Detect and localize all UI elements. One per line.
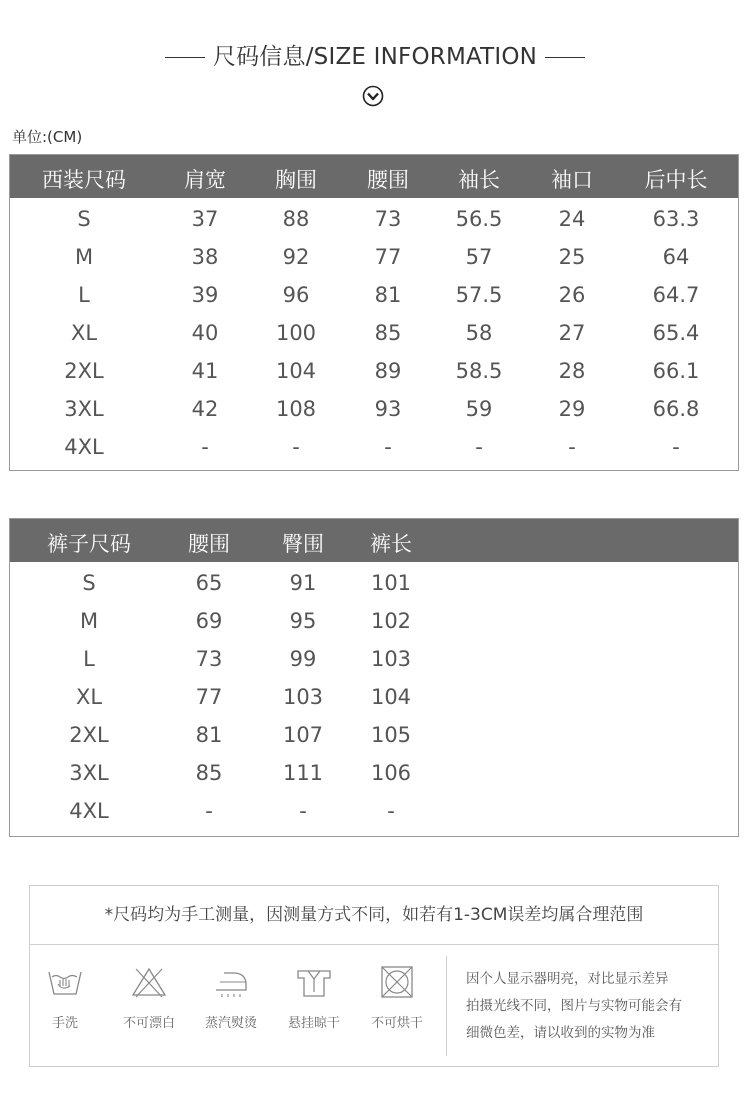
table-row bbox=[10, 564, 738, 602]
table-cell: 73 bbox=[374, 207, 402, 231]
table-row bbox=[10, 314, 738, 352]
table-cell: 81 bbox=[374, 283, 402, 307]
table-row bbox=[10, 200, 738, 238]
unit-label: 单位:(CM) bbox=[12, 128, 83, 146]
care-item-no-tumble-dry bbox=[362, 966, 432, 1031]
column-header: 胸围 bbox=[275, 168, 317, 192]
table-cell: 111 bbox=[282, 761, 324, 785]
care-item-no-bleach bbox=[114, 966, 184, 1031]
table-cell: 104 bbox=[370, 685, 412, 709]
table-cell: 3XL bbox=[64, 397, 104, 421]
table-cell: 96 bbox=[282, 283, 310, 307]
column-header: 裤子尺码 bbox=[47, 532, 131, 556]
table-cell: 100 bbox=[275, 321, 317, 345]
table-cell: - bbox=[475, 435, 483, 459]
table-cell: 27 bbox=[558, 321, 586, 345]
column-header: 肩宽 bbox=[184, 168, 226, 192]
table-row bbox=[10, 716, 738, 754]
table-cell: 77 bbox=[195, 685, 223, 709]
disclaimer-line: 细微色差，请以收到的实物为准 bbox=[466, 1025, 655, 1041]
table-cell: 2XL bbox=[64, 359, 104, 383]
table-row bbox=[10, 390, 738, 428]
table-cell: - bbox=[387, 799, 395, 823]
care-label: 蒸汽熨烫 bbox=[204, 1016, 257, 1031]
care-label: 手洗 bbox=[51, 1016, 78, 1031]
table-cell: 103 bbox=[370, 647, 412, 671]
table-cell: M bbox=[74, 245, 94, 269]
table-cell: 64 bbox=[662, 245, 690, 269]
column-header: 臀围 bbox=[282, 532, 324, 556]
table-cell: 64.7 bbox=[652, 283, 700, 307]
table-cell: 40 bbox=[191, 321, 219, 345]
table-row bbox=[10, 238, 738, 276]
pants-size-table bbox=[9, 518, 739, 837]
table-row bbox=[10, 428, 738, 466]
table-cell: 26 bbox=[558, 283, 586, 307]
table-cell: 29 bbox=[558, 397, 586, 421]
table-cell: 107 bbox=[282, 723, 324, 747]
table-cell: 66.8 bbox=[652, 397, 700, 421]
table-row bbox=[10, 602, 738, 640]
hang-dry-icon bbox=[295, 966, 333, 998]
table-row bbox=[10, 352, 738, 390]
table-cell: 66.1 bbox=[652, 359, 700, 383]
table-row bbox=[10, 754, 738, 792]
table-cell: 37 bbox=[191, 207, 219, 231]
column-header: 腰围 bbox=[188, 532, 230, 556]
table-cell: 57.5 bbox=[455, 283, 503, 307]
table-cell: 73 bbox=[195, 647, 223, 671]
table-cell: 63.3 bbox=[652, 207, 700, 231]
table-cell: 39 bbox=[191, 283, 219, 307]
table-cell: 101 bbox=[370, 571, 412, 595]
table-cell: - bbox=[205, 799, 213, 823]
title-left-rule bbox=[165, 57, 205, 58]
table-cell: XL bbox=[75, 685, 103, 709]
table-cell: 99 bbox=[289, 647, 317, 671]
table-row bbox=[10, 792, 738, 830]
table-cell: 24 bbox=[558, 207, 586, 231]
column-header: 裤长 bbox=[370, 532, 412, 556]
table-cell: 105 bbox=[370, 723, 412, 747]
color-disclaimer bbox=[466, 966, 716, 1047]
column-header: 腰围 bbox=[367, 168, 409, 192]
hand-wash-icon bbox=[46, 966, 84, 998]
table-cell: - bbox=[568, 435, 576, 459]
table-cell: 91 bbox=[289, 571, 317, 595]
disclaimer-line: 拍摄光线不同，图片与实物可能会有 bbox=[466, 998, 682, 1014]
steam-iron-icon bbox=[212, 966, 250, 998]
table-row bbox=[10, 678, 738, 716]
table-cell: 95 bbox=[289, 609, 317, 633]
disclaimer-line: 因个人显示器明亮，对比显示差异 bbox=[466, 971, 669, 987]
table-cell: M bbox=[79, 609, 99, 633]
table-cell: - bbox=[299, 799, 307, 823]
column-header: 袖口 bbox=[551, 168, 593, 192]
suit-table-header bbox=[10, 155, 738, 198]
care-item-hang-dry bbox=[279, 966, 349, 1031]
table-cell: - bbox=[292, 435, 300, 459]
table-cell: 102 bbox=[370, 609, 412, 633]
page-title bbox=[0, 38, 750, 71]
table-cell: 69 bbox=[195, 609, 223, 633]
care-label: 不可烘干 bbox=[370, 1016, 423, 1031]
table-cell: 104 bbox=[275, 359, 317, 383]
care-label: 悬挂晾干 bbox=[287, 1016, 340, 1031]
table-cell: 57 bbox=[465, 245, 493, 269]
table-cell: S bbox=[77, 207, 91, 231]
table-cell: 4XL bbox=[64, 435, 104, 459]
table-cell: - bbox=[201, 435, 209, 459]
table-cell: 108 bbox=[275, 397, 317, 421]
table-cell: 58.5 bbox=[455, 359, 503, 383]
no-tumble-dry-icon bbox=[378, 966, 416, 998]
care-notes-box bbox=[29, 885, 719, 1067]
table-cell: 25 bbox=[558, 245, 586, 269]
table-cell: 77 bbox=[374, 245, 402, 269]
care-item-hand-wash bbox=[30, 966, 100, 1031]
table-cell: 93 bbox=[374, 397, 402, 421]
table-row bbox=[10, 276, 738, 314]
table-cell: 38 bbox=[191, 245, 219, 269]
table-cell: - bbox=[384, 435, 392, 459]
chevron-down-icon bbox=[362, 85, 384, 107]
care-label: 不可漂白 bbox=[122, 1016, 175, 1031]
column-header: 后中长 bbox=[644, 168, 708, 192]
table-cell: L bbox=[78, 283, 90, 307]
table-cell: 85 bbox=[374, 321, 402, 345]
pants-table-header bbox=[10, 519, 738, 562]
title-right-rule bbox=[545, 57, 585, 58]
table-cell: 42 bbox=[191, 397, 219, 421]
table-cell: 85 bbox=[195, 761, 223, 785]
table-cell: 3XL bbox=[69, 761, 109, 785]
no-bleach-icon bbox=[130, 966, 168, 998]
table-cell: S bbox=[82, 571, 96, 595]
table-cell: 65.4 bbox=[652, 321, 700, 345]
table-cell: 103 bbox=[282, 685, 324, 709]
column-header: 袖长 bbox=[458, 168, 500, 192]
table-cell: XL bbox=[70, 321, 98, 345]
table-cell: 58 bbox=[465, 321, 493, 345]
table-cell: L bbox=[83, 647, 95, 671]
title-text: 尺码信息/SIZE INFORMATION bbox=[212, 44, 538, 70]
table-cell: 59 bbox=[465, 397, 493, 421]
care-item-steam-iron bbox=[196, 966, 266, 1031]
table-cell: 2XL bbox=[69, 723, 109, 747]
table-cell: 89 bbox=[374, 359, 402, 383]
table-cell: 4XL bbox=[69, 799, 109, 823]
table-row bbox=[10, 640, 738, 678]
divider bbox=[446, 956, 447, 1056]
table-cell: 65 bbox=[195, 571, 223, 595]
measurement-note: *尺码均为手工测量，因测量方式不同，如若有1-3CM误差均属合理范围 bbox=[30, 886, 718, 945]
table-cell: 56.5 bbox=[455, 207, 503, 231]
table-cell: 81 bbox=[195, 723, 223, 747]
table-cell: - bbox=[672, 435, 680, 459]
table-cell: 41 bbox=[191, 359, 219, 383]
column-header: 西装尺码 bbox=[42, 168, 126, 192]
table-cell: 28 bbox=[558, 359, 586, 383]
table-cell: 88 bbox=[282, 207, 310, 231]
table-cell: 106 bbox=[370, 761, 412, 785]
suit-size-table bbox=[9, 154, 739, 471]
table-cell: 92 bbox=[282, 245, 310, 269]
